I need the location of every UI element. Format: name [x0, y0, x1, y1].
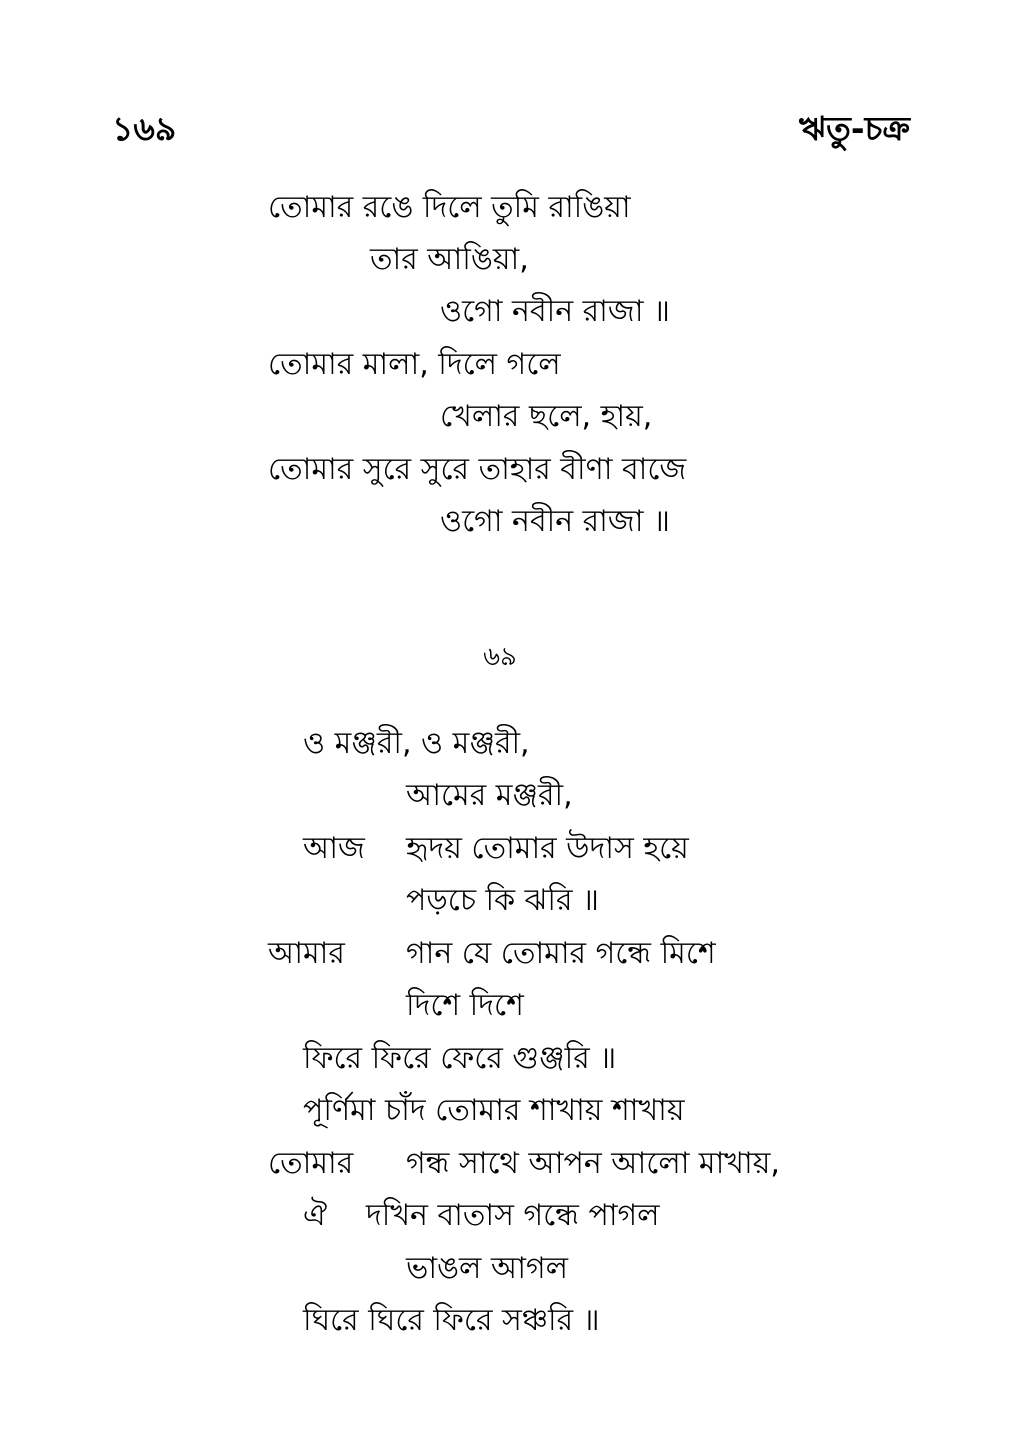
verse-line: ভাঙল আগল [406, 1251, 568, 1286]
verse-line: তোমার সুরে সুরে তাহার বীণা বাজে [268, 452, 687, 487]
page-number: ১৬৯ [112, 109, 177, 148]
verse-line-lead: আমার [268, 936, 345, 971]
verse-line: তোমার রঙে দিলে তুমি রাঙিয়া [268, 190, 631, 225]
verse-line: আমের মঞ্জরী, [406, 778, 573, 813]
verse-line: দিশে দিশে [406, 988, 524, 1023]
verse-line: গান যে তোমার গন্ধে মিশে [406, 936, 716, 971]
verse-line: গন্ধ সাথে আপন আলো মাখায়, [406, 1146, 780, 1181]
running-title: ঋতু-চক্র [798, 109, 910, 148]
verse-line-lead: আজ [303, 831, 365, 866]
verse-line-lead: তোমার [268, 1146, 354, 1181]
verse-line: ওগো নবীন রাজা ॥ [440, 294, 670, 329]
verse-line: ফিরে ফিরে ফেরে গুঞ্জরি ॥ [303, 1041, 617, 1076]
verse-line-lead: ঐ [303, 1198, 328, 1233]
song-number: ৬৯ [483, 642, 517, 672]
verse-line: পড়চে কি ঝরি ॥ [406, 883, 599, 918]
verse-line: তোমার মালা, দিলে গলে [268, 347, 561, 382]
verse-line: ও মঞ্জরী, ও মঞ্জরী, [303, 726, 530, 761]
verse-line: ওগো নবীন রাজা ॥ [440, 504, 670, 539]
verse-line: ঘিরে ঘিরে ফিরে সঞ্চরি ॥ [303, 1303, 600, 1338]
verse-line: হৃদয় তোমার উদাস হয়ে [406, 831, 689, 866]
verse-line: খেলার ছলে, হায়, [440, 399, 653, 434]
verse-line: পূর্ণিমা চাঁদ তোমার শাখায় শাখায় [303, 1093, 685, 1128]
verse-line: তার আঙিয়া, [370, 242, 529, 277]
verse-line: দখিন বাতাস গন্ধে পাগল [366, 1198, 660, 1233]
